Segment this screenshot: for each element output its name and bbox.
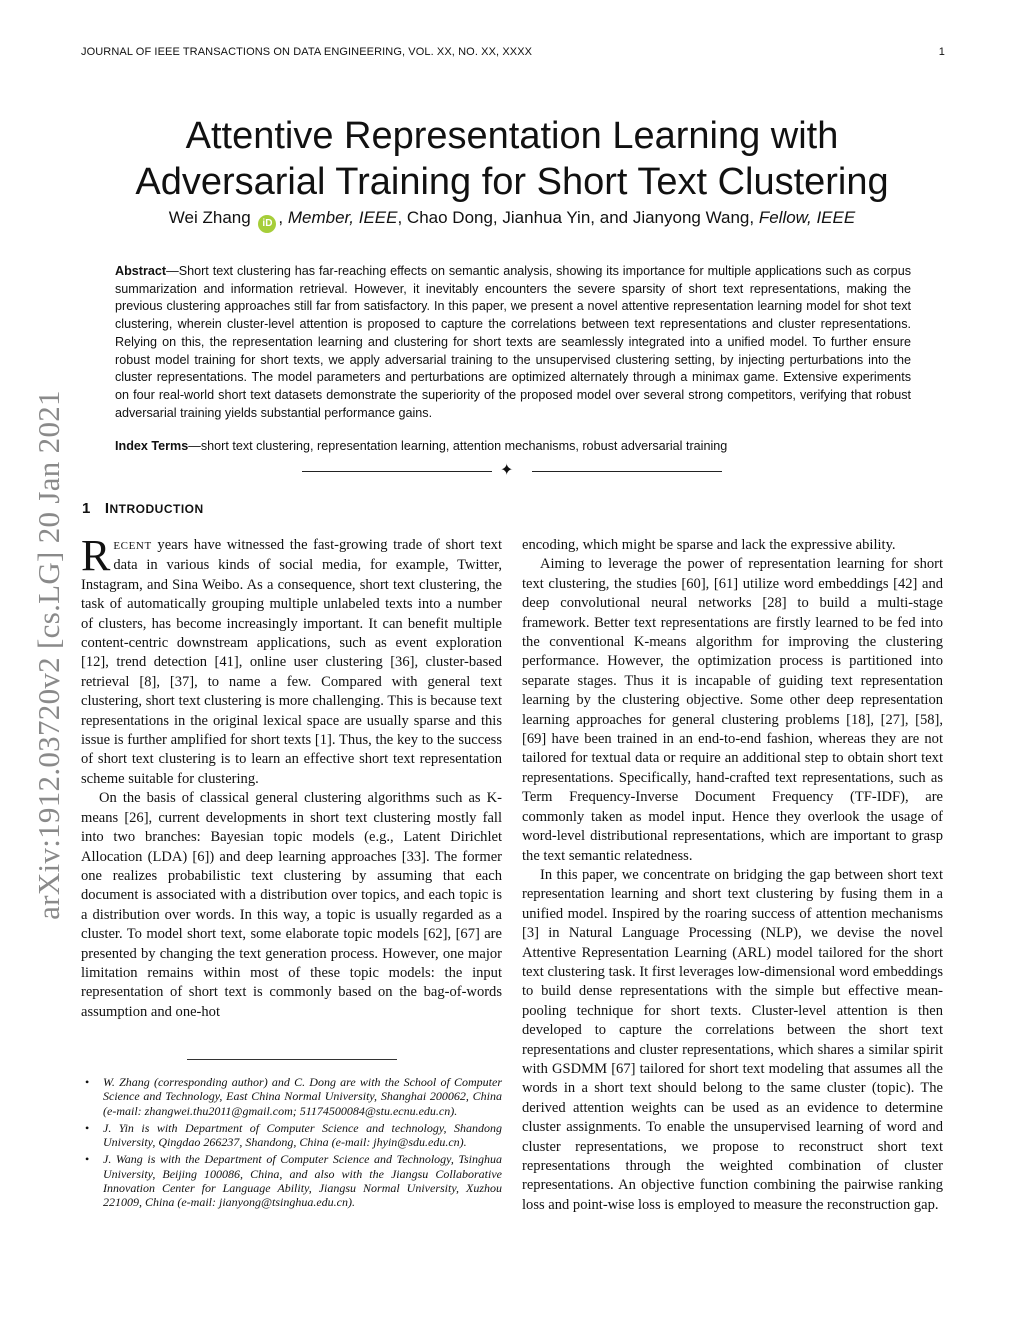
paragraph-text: years have witnessed the fast-growing trade of short text data in various kinds of social media, for example, Twitter, Instagram, and Sina Weibo. As a consequence, short text clustering, the task of automatically grouping multiple unlabeled texts into a number of clusters, has become increasingly important. It can benefit multiple content-centric downstream applications, such as event exploration [12], trend detection [41], online user clustering [36], cluster-based retrieval [8], [37], to name a few. Compared with general text clustering, short text clustering is more challenging. This is because text representations in the original lexical space are usually sparse and this issue is further amplified for short texts [1]. Thus, the key to the success of short text clustering is to learn an effective short text representation scheme suitable for clustering. [81,537,502,787]
footnote-text: J. Wang is with the Department of Computer Science and Technology, Tsinghua University, Beijing 100086, China, and also with the Jiangsu Collaborative Innovation Center for Language Ability, Jiangsu Normal University, Xuzhou 221009, China (e-mail: jianyong@tsinghua.edu.cn). [103,1152,502,1210]
footnote-rule [187,1059,397,1060]
footnote-text: J. Yin is with Department of Computer Science and technology, Shandong University, Qingdao 266237, Shandong, China (e-mail: jhyin@sdu.edu.cn). [103,1120,502,1150]
page-number: 1 [938,46,945,58]
section-title-rest: NTRODUCTION [109,502,204,516]
section-heading [82,500,204,517]
left-column [81,531,502,1022]
journal-name: JOURNAL OF IEEE TRANSACTIONS ON DATA ENGINEERING, VOL. XX, NO. XX, XXXX [81,46,533,58]
footnote-item [81,1121,502,1150]
footnote-item [81,1152,502,1209]
author-membership: Member, IEEE [287,208,398,227]
title-line-1: Attentive Representation Learning with [185,115,839,158]
divider-line-right [532,471,722,472]
section-number: 1 [82,500,91,517]
index-terms [115,438,911,455]
divider-ornament-icon: ✦ [500,462,514,479]
abstract-text: —Short text clustering has far-reaching effects on semantic analysis, showing its importance for multiple applications such as corpus summarization and information retrieval. However, it inevitably encounters the severe sparsity of short text representations, making the previous clustering approaches still far from satisfactory. In this paper, we present a novel attentive representation learning model for shot text clustering, wherein cluster-level attention is proposed to capture the correlations between text representations and cluster representations. Relying on this, the representation learning and clustering for short texts are seamlessly integrated into a unified model. To further ensure robust model training for short texts, we apply adversarial training to the unsupervised clustering setting, by injecting perturbations into the cluster representations. The model parameters and perturbations are optimized alternately through a minimax game. Extensive experiments on four real-world short text datasets demonstrate the superiority of the proposed model over several strong competitors, verifying that robust adversarial training yields substantial performance gains. [115,264,911,420]
smallcaps-word: ECENT [113,540,152,552]
paragraph: encoding, which might be sparse and lack the expressive ability. [522,537,896,553]
paragraph: Aiming to leverage the power of representation learning for short text clustering, the studies [60], [61] utilize word embeddings [42] and deep convolutional neural networks [28] to build a multi-stage framework. Better text representations are firstly learned to be fed into the conventional K-means algorithm for improving the clustering performance. However, the optimization process is partitioned into separate stages. Thus it is incapable of guiding text representation learning by the clustering objective. Some other deep representation learning approaches for general clustering problems [18], [27], [58], [69] have been trained in an end-to-end fashion, whereas they are not tailored for textual data or require an additional step to obtain short text representations. Specifically, hand-crafted text representations, such as Term Frequency-Inverse Document Frequency (TF-IDF), are commonly taken as model input. Hence they overlook the usage of word-level distributional representations, which are important to grasp the text semantic relatedness. [522,556,943,864]
footnotes [81,1075,502,1213]
author-fellowship: Fellow, IEEE [758,208,856,227]
right-column [522,536,943,1215]
abstract [115,263,911,422]
section-title-initial: I [104,500,110,517]
author-rest: , Chao Dong, Jianhua Yin, and Jianyong Wang, [397,208,759,227]
paragraph: In this paper, we concentrate on bridging the gap between short text representation learning and short text clustering by fusing them in a unified model. Inspired by the roaring success of attention mechanisms [3] in Natural Language Processing (NLP), we devise the novel Attentive Representation Learning (ARL) model tailored for the short text clustering task. It first leverages low-dimensional word embeddings to build dense representations with the simple but effective mean-pooling technique for short texts. Cluster-level attention is then developed to capture the correlations between the short text representations and cluster representations, which shares a similar spirit with GSDMM [67] tailored for short text modeling that assumes all the words in a short text should belong to the same cluster (topic). The derived attention weights can be used as an evidence to determine cluster assignments. To enable the unsupervised learning of word and cluster representations, we propose to reconstruct short text representations through the weighted combination of cluster representations. An objective function combining the pairwise ranking loss and point-wise loss is employed to measure the reconstruction gap. [522,866,943,1213]
author-first: Wei Zhang [168,208,251,227]
index-terms-text: —short text clustering, representation learning, attention mechanisms, robust adversarial training [188,439,728,453]
paper-title [80,113,944,205]
paragraph [81,531,502,789]
orcid-icon[interactable]: iD [258,215,276,233]
index-terms-label: Index Terms [115,439,189,453]
abstract-label: Abstract [115,264,167,278]
bullet-icon: • [85,1120,90,1135]
divider-line-left [302,471,492,472]
title-line-2: Adversarial Training for Short Text Clustering [135,161,889,204]
author-list: Wei Zhang iD , Member, IEEE, Chao Dong, Jianhua Yin, and Jianyong Wang, Fellow, IEEE [80,208,944,233]
running-head [81,46,945,58]
drop-cap: R [81,531,111,580]
bullet-icon: • [85,1075,90,1089]
footnote-text: W. Zhang (corresponding author) and C. Dong are with the School of Computer Science and Technology, East China Normal University, Shanghai 200062, China (e-mail: zhangwei.thu2011@gmail.com; 51174500084@stu.ecnu.edu.cn). [103,1075,502,1118]
paragraph: On the basis of classical general clustering algorithms such as K-means [26], current developments in short text clustering mostly fall into two branches: Bayesian topic models (e.g., Latent Dirichlet Allocation (LDA) [6]) and deep learning approaches [33]. The former one realizes probabilistic text clustering by assuming that each document is associated with a distribution over topics, and each topic is a distribution over words. In this way, a topic is usually regarded as a cluster. To model short text, some elaborate topic models [62], [67] are presented by changing the text generation process. However, one major limitation remains within most of these topic models: the input representation of short text is commonly based on the bag-of-words assumption and one-hot [81,790,502,1020]
section-divider [302,462,722,480]
bullet-icon: • [85,1152,90,1167]
footnote-item [81,1075,502,1118]
arxiv-identifier[interactable]: arXiv:1912.03720v2 [cs.LG] 20 Jan 2021 [31,390,66,920]
